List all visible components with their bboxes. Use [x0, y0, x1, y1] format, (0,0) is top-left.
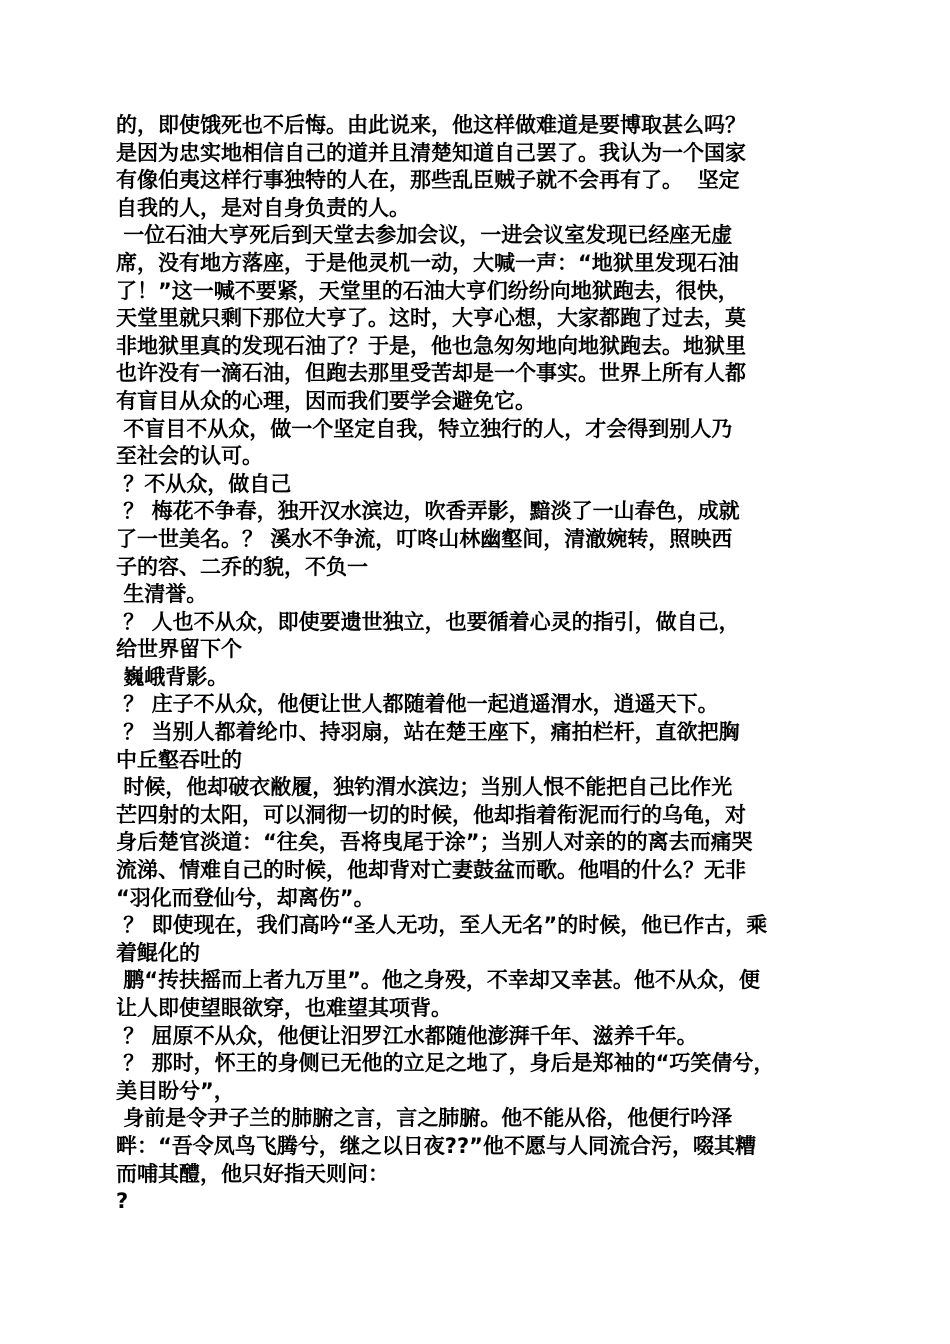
text-line: 时候，他却破衣敝履，独钓渭水滨边；当别人恨不能把自己比作光	[116, 775, 733, 800]
text-line: 让人即使望眼欲穿，也难望其项背。	[116, 996, 452, 1020]
text-line: 身前是令尹子兰的肺腑之言，言之肺腑。他不能从俗，他便行吟泽	[116, 1106, 733, 1131]
text-line: 生清誉。	[116, 582, 208, 607]
text-line: 身后楚官淡道：“往矣，吾将曳尾于涂”；当别人对亲的的离去而痛哭	[116, 830, 753, 855]
text-line: 自我的人，是对自身负责的人。	[116, 195, 410, 220]
text-line: 中丘壑吞吐的	[116, 747, 242, 772]
text-line: 巍峨背影。	[116, 664, 229, 689]
text-line: ？ 屈原不从众，他便让汨罗江水都随他澎湃千年、滋养千年。	[116, 1023, 698, 1048]
text-line: 流涕、情难自己的时候，他却背对亡妻鼓盆而歌。他唱的什么？无非	[116, 858, 746, 883]
text-line: ？ 梅花不争春，独开汉水滨边，吹香弄影，黯淡了一山春色，成就	[116, 499, 740, 524]
text-line: 给世界留下个	[116, 637, 242, 662]
text-line: ？ 即使现在，我们高吟“圣人无功，至人无名”的时候，他已作古，乘	[116, 913, 768, 938]
text-line: ?	[116, 1189, 129, 1214]
text-line: 的，即使饿死也不后悔。由此说来，他这样做难道是要博取甚么吗？	[116, 113, 746, 137]
text-line: 也许没有一滴石油，但跑去那里受苦却是一个事实。世界上所有人都	[116, 361, 746, 386]
text-line: 有盲目从众的心理，因而我们要学会避免它。	[116, 388, 536, 413]
text-line: 畔：“吾令凤鸟飞腾兮，继之以日夜??”他不愿与人同流合污，啜其糟	[116, 1133, 756, 1158]
text-line: 是因为忠实地相信自己的道并且清楚知道自己罢了。我认为一个国家	[116, 140, 746, 165]
text-line: 非地狱里真的发现石油了？于是，他也急匆匆地向地狱跑去。地狱里	[116, 333, 746, 358]
text-line: 席，没有地方落座，于是他灵机一动，大喊一声：“地狱里发现石油	[116, 250, 739, 275]
text-line: “羽化而登仙兮，却离伤”。	[116, 885, 375, 910]
text-line: ？ 人也不从众，即使要遗世独立，也要循着心灵的指引，做自己，	[116, 609, 740, 634]
body-text	[116, 112, 844, 1216]
text-line: ？ 那时，怀王的身侧已无他的立足之地了，身后是郑袖的“巧笑倩兮，	[116, 1051, 775, 1076]
text-line: 了一世美名。？ 溪水不争流，叮咚山林幽壑间，清澈婉转，照映西	[116, 526, 733, 551]
text-line: ？不从众，做自己	[116, 471, 292, 496]
text-line: 美目盼兮”，	[116, 1078, 235, 1103]
text-line: 而哺其醴，他只好指天则问：	[116, 1161, 389, 1186]
text-line: 了！”这一喊不要紧，天堂里的石油大亨们纷纷向地狱跑去，很快，	[116, 278, 739, 303]
text-line: 芒四射的太阳，可以洞彻一切的时候，他却指着衔泥而行的乌龟，对	[116, 802, 746, 827]
text-line: 天堂里就只剩下那位大亨了。这时，大亨心想，大家都跑了过去，莫	[116, 306, 746, 331]
text-line: 子的容、二乔的貌，不负一	[116, 554, 368, 579]
text-line: 着鲲化的	[116, 940, 200, 965]
text-line: ？ 庄子不从众，他便让世人都随着他一起逍遥渭水，逍遥天下。	[116, 692, 719, 717]
text-line: 一位石油大亨死后到天堂去参加会议，一进会议室发现已经座无虚	[116, 223, 733, 248]
text-line: 有像伯夷这样行事独特的人在，那些乱臣贼子就不会再有了。 坚定	[116, 168, 740, 193]
text-line: ？ 当别人都着纶巾、持羽扇，站在楚王座下，痛拍栏杆，直欲把胸	[116, 720, 740, 745]
text-line: 鹏“抟扶摇而上者九万里”。他之身殁，不幸却又幸甚。他不从众，便	[116, 968, 760, 993]
text-line: 至社会的认可。	[116, 444, 263, 469]
text-line: 不盲目不从众，做一个坚定自我，特立独行的人，才会得到别人乃	[116, 416, 733, 441]
